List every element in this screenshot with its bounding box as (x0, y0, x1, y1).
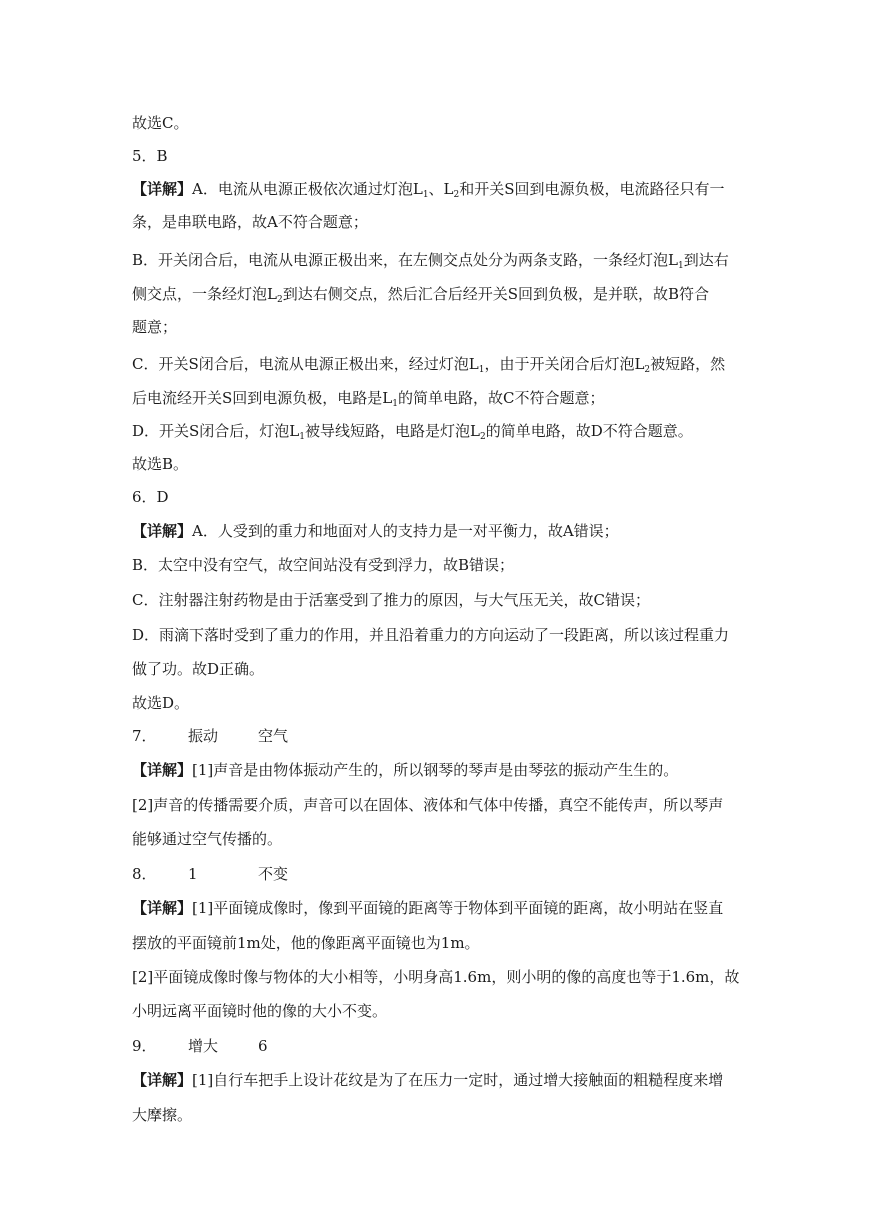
detail-tag: 【详解】 (132, 522, 193, 540)
text-line: B．开关闭合后，电流从电源正极出来，在左侧交点处分为两条支路，一条经灯泡$L_1$到达右 (132, 251, 729, 271)
detail-tag: 【详解】 (132, 1071, 193, 1089)
answer-number-8: 8． 1 不变 (132, 865, 289, 883)
answer-number-7: 7． 振动 空气 (132, 727, 289, 745)
detail-tag: 【详解】 (132, 761, 193, 779)
text-line: 题意； (132, 318, 178, 336)
text-line: 摆放的平面镜前1m处，他的像距离平面镜也为1m。 (132, 934, 480, 952)
text-line: 小明远离平面镜时他的像的大小不变。 (132, 1002, 388, 1020)
text-line: 【详解】A．人受到的重力和地面对人的支持力是一对平衡力，故A错误； (132, 522, 619, 540)
text-line: 故选C。 (132, 114, 189, 132)
text-line: [2]平面镜成像时像与物体的大小相等，小明身高1.6m，则小明的像的高度也等于1.6m，故 (132, 968, 740, 986)
detail-tag: 【详解】 (132, 180, 193, 198)
text-line: D．开关S闭合后，灯泡$L_1$被导线短路，电路是灯泡$L_2$的简单电路，故D不符合题意。 (132, 422, 693, 442)
text-line: 故选D。 (132, 694, 190, 712)
text-line: 【详解】[1]声音是由物体振动产生的，所以钢琴的琴声是由琴弦的振动产生生的。 (132, 761, 679, 779)
answer-number-9: 9． 增大 6 (132, 1037, 268, 1055)
text-line: 大摩擦。 (132, 1106, 193, 1124)
text-line: 能够通过空气传播的。 (132, 830, 283, 848)
text-line: 【详解】[1]平面镜成像时，像到平面镜的距离等于物体到平面镜的距离，故小明站在竖直 (132, 899, 724, 917)
text-line: 后电流经开关S回到电源负极，电路是$L_1$的简单电路，故C不符合题意； (132, 389, 605, 409)
answer-number-5: 5．B (132, 147, 168, 165)
answer-number-6: 6．D (132, 488, 169, 506)
text-line: C．开关S闭合后，电流从电源正极出来，经过灯泡$L_1$，由于开关闭合后灯泡$L_2$被短路，然 (132, 355, 726, 375)
text-line: C．注射器注射药物是由于活塞受到了推力的原因，与大气压无关，故C错误； (132, 591, 650, 609)
text-line: 【详解】A．电流从电源正极依次通过灯泡$L_1$、$L_2$和开关S回到电源负极，电流路径只有一 (132, 180, 725, 200)
text-line: D．雨滴下落时受到了重力的作用，并且沿着重力的方向运动了一段距离，所以该过程重力 (132, 626, 730, 644)
text-line: 条，是串联电路，故A不符合题意； (132, 213, 368, 231)
text-line: 做了功。故D正确。 (132, 660, 265, 678)
text-line: 故选B。 (132, 455, 189, 473)
text-line: [2]声音的传播需要介质，声音可以在固体、液体和气体中传播，真空不能传声，所以琴声 (132, 796, 724, 814)
text-line: 侧交点，一条经灯泡$L_2$到达右侧交点，然后汇合后经开关S回到负极，是并联，故B符合 (132, 285, 710, 305)
text-line: 【详解】[1]自行车把手上设计花纹是为了在压力一定时，通过增大接触面的粗糙程度来增 (132, 1071, 724, 1089)
detail-tag: 【详解】 (132, 899, 193, 917)
text-line: B．太空中没有空气，故空间站没有受到浮力，故B错误； (132, 556, 515, 574)
